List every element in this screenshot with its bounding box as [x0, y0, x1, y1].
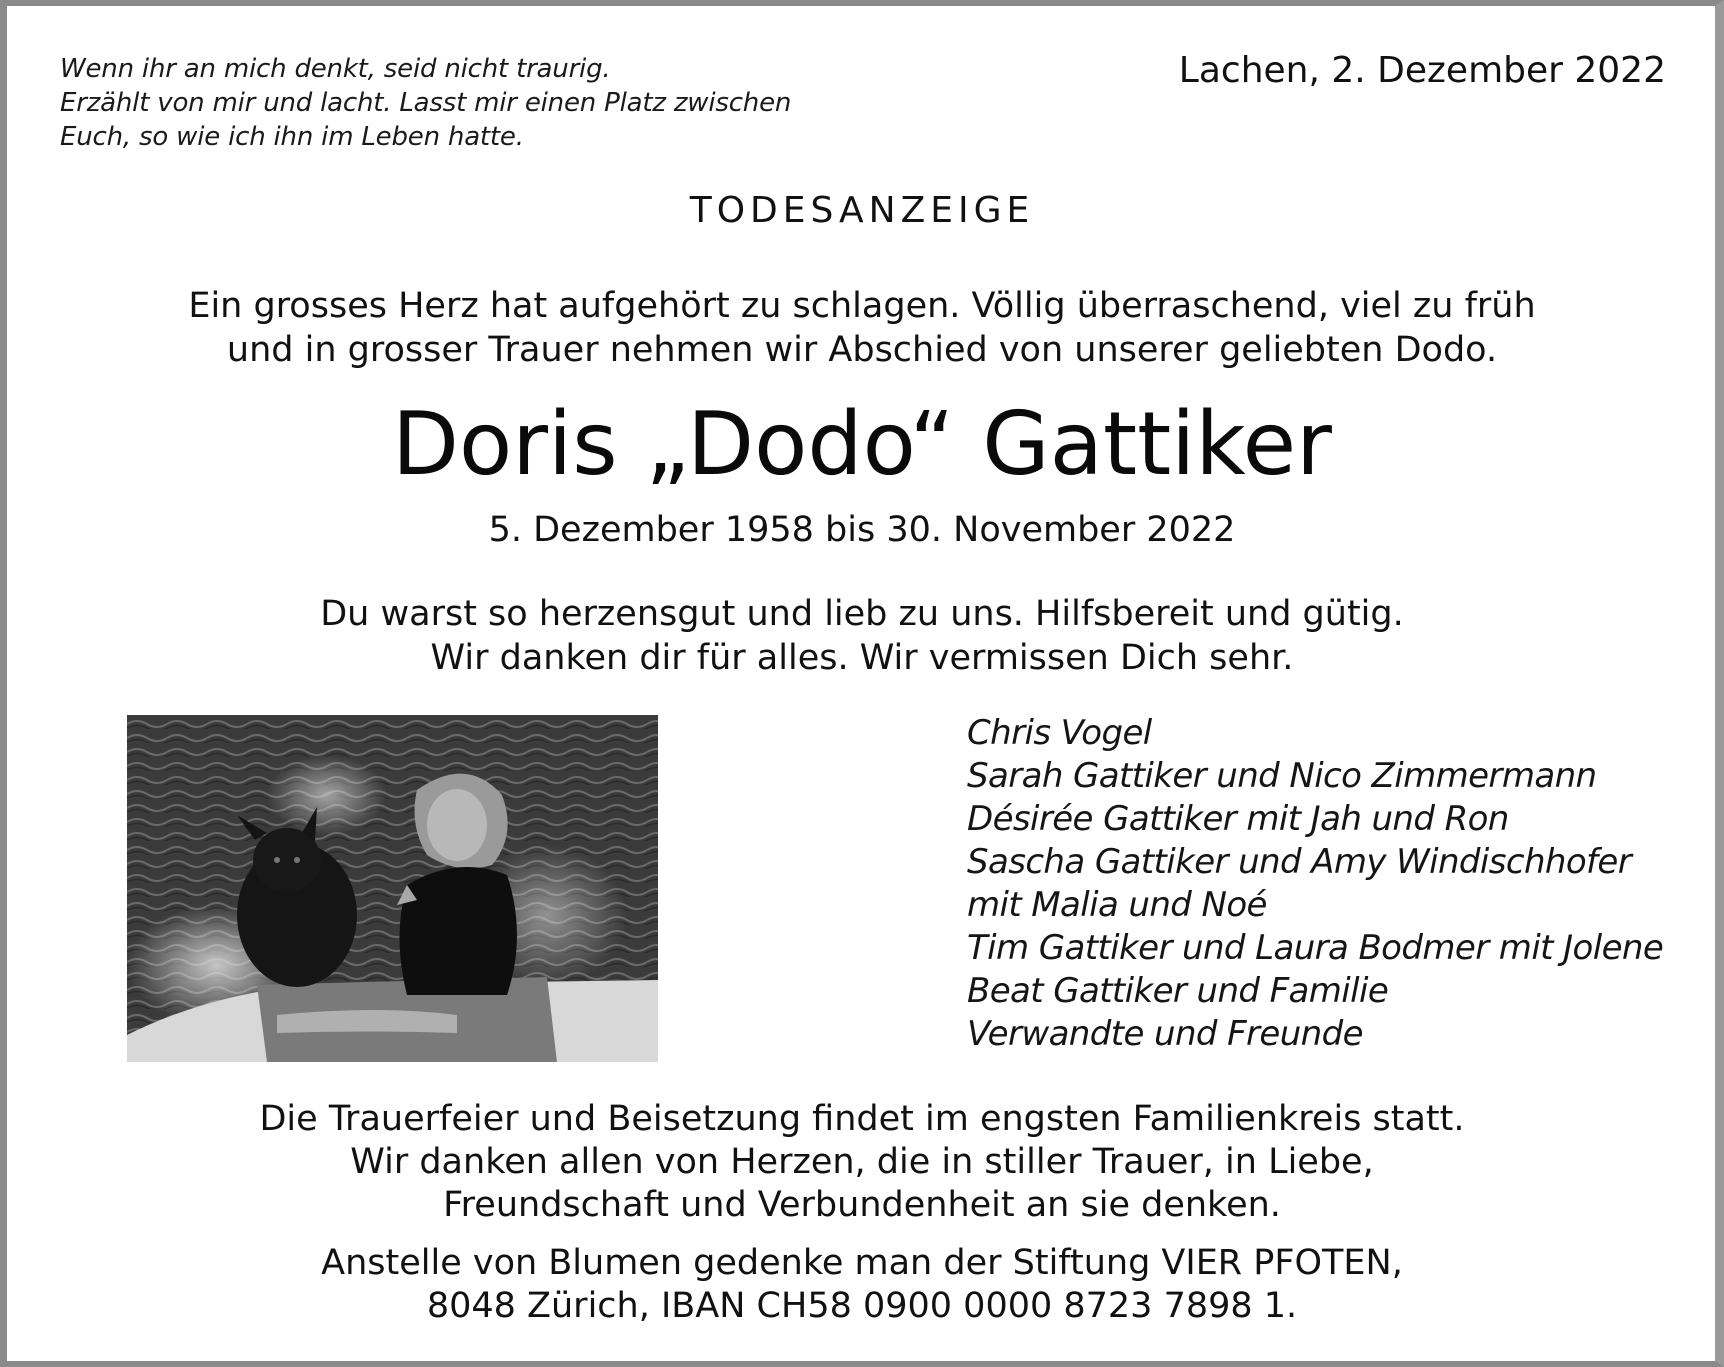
motto-line: Wenn ihr an mich denkt, seid nicht traurig.	[60, 54, 611, 84]
intro-line: und in grosser Trauer nehmen wir Abschied von unserer geliebten Dodo.	[226, 330, 1498, 370]
deceased-name: Doris „Dodo“ Gattiker	[392, 393, 1332, 495]
mourners-list	[967, 712, 1663, 1056]
intro-line: Ein grosses Herz hat aufgehört zu schlagen. Völlig überraschend, viel zu früh	[188, 286, 1536, 326]
memorial-photo	[127, 715, 658, 1062]
tribute-line: Du warst so herzensgut und lieb zu uns. Hilfsbereit und gütig.	[320, 594, 1404, 634]
donation-line: Anstelle von Blumen gedenke man der Stiftung VIER PFOTEN,	[321, 1243, 1403, 1283]
life-dates: 5. Dezember 1958 bis 30. November 2022	[488, 510, 1236, 550]
closing-line: Wir danken allen von Herzen, die in stiller Trauer, in Liebe,	[350, 1142, 1374, 1182]
tribute-line: Wir danken dir für alles. Wir vermissen Dich sehr.	[430, 638, 1294, 678]
motto-line: Euch, so wie ich ihn im Leben hatte.	[60, 122, 524, 152]
motto-line: Erzählt von mir und lacht. Lasst mir einen Platz zwischen	[60, 88, 792, 118]
mourner-line: Verwandte und Freunde	[967, 1014, 1363, 1054]
closing-line: Die Trauerfeier und Beisetzung findet im engsten Familienkreis statt.	[259, 1099, 1465, 1139]
mourner-line: Désirée Gattiker mit Jah und Ron	[967, 799, 1509, 839]
tribute-text	[0, 592, 1724, 680]
closing-text	[0, 1098, 1724, 1227]
intro-text	[0, 284, 1724, 372]
closing-line: Freundschaft und Verbundenheit an sie denken.	[443, 1185, 1281, 1225]
mourner-line: Tim Gattiker und Laura Bodmer mit Jolene	[967, 928, 1664, 968]
notice-heading: TODESANZEIGE	[689, 190, 1035, 231]
donation-info	[0, 1242, 1724, 1328]
motto-quote	[60, 52, 791, 154]
mourner-line: Chris Vogel	[967, 713, 1152, 753]
mourner-line: mit Malia und Noé	[967, 885, 1267, 925]
mourner-line: Sascha Gattiker und Amy Windischhofer	[967, 842, 1632, 882]
mourner-line: Beat Gattiker und Familie	[967, 971, 1389, 1011]
mourner-line: Sarah Gattiker und Nico Zimmermann	[967, 756, 1597, 796]
place-and-date: Lachen, 2. Dezember 2022	[1178, 50, 1666, 91]
donation-line: 8048 Zürich, IBAN CH58 0900 0000 8723 7898 1.	[426, 1286, 1298, 1326]
